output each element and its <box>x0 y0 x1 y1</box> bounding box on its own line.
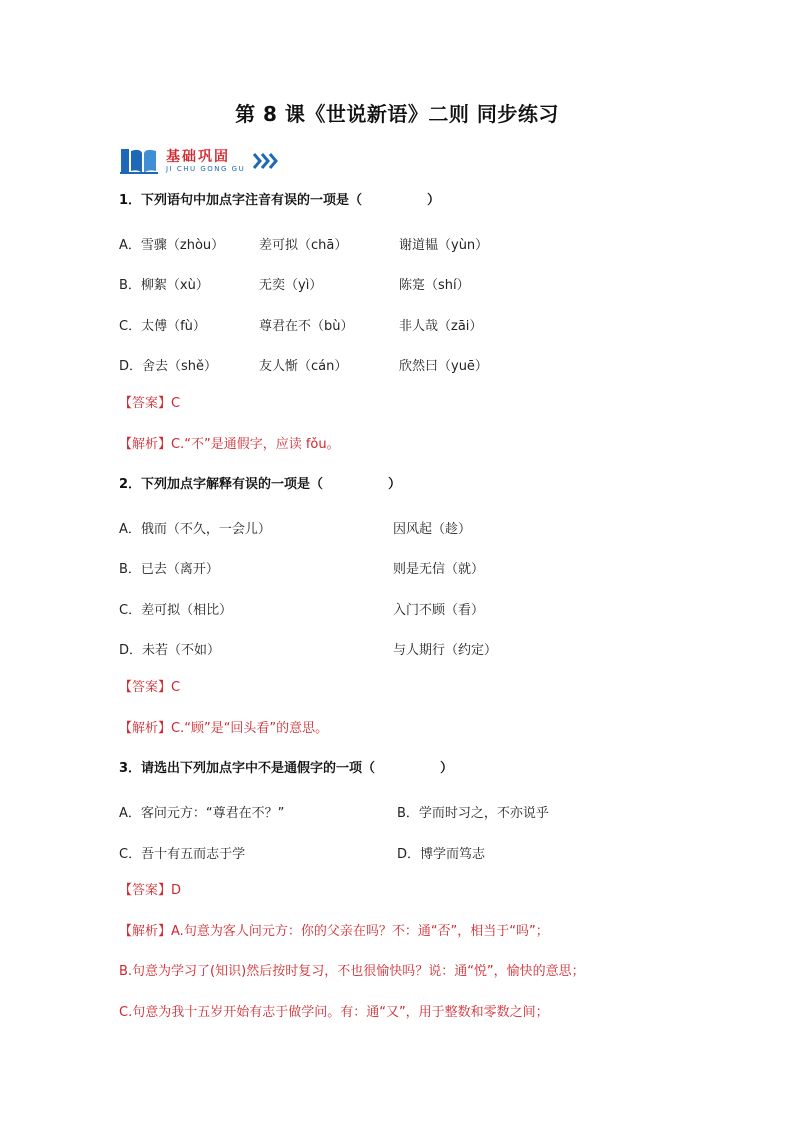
q3-option-b: B．学而时习之，不亦说乎 <box>397 806 549 821</box>
book-icon <box>120 147 160 175</box>
banner-pinyin: JI CHU GONG GU <box>166 164 246 173</box>
q1-option-b-3: 陈寔（shí） <box>399 278 470 293</box>
q2-option-b-2: 则是无信（就） <box>393 562 485 577</box>
analysis-text: C.“顾”是“回头看”的意思。 <box>171 721 329 736</box>
q1-answer <box>119 396 180 412</box>
q3-option-c: C．吾十有五而志于学 <box>119 847 246 862</box>
q2-option-d-2: 与人期行（约定） <box>393 643 498 658</box>
q2-option-d-1: D．未若（不如） <box>119 643 221 658</box>
analysis-text: A.句意为客人问元方：你的父亲在吗？不：通“否”，相当于“吗”； <box>171 924 549 939</box>
answer-label: 【答案】 <box>119 883 172 898</box>
q3-option-a: A．客问元方：“尊君在不？” <box>119 806 285 821</box>
q2-option-b-1: B．已去（离开） <box>119 562 219 577</box>
answer-label: 【答案】 <box>119 396 172 411</box>
q1-analysis <box>119 437 340 453</box>
section-banner <box>120 144 279 178</box>
q2-option-c-2: 入门不顾（看） <box>393 603 485 618</box>
question-1-stem: 1．下列语句中加点字注音有误的一项是（ ） <box>119 193 441 208</box>
q3-analysis-line-3: C.句意为我十五岁开始有志于做学问。有：通“又”，用于整数和零数之间； <box>119 1005 549 1020</box>
q2-analysis <box>119 721 328 737</box>
q2-option-a-2: 因风起（趁） <box>393 522 472 537</box>
analysis-label: 【解析】 <box>119 437 172 452</box>
q2-option-c-1: C．差可拟（相比） <box>119 603 233 618</box>
q1-option-c-2: 尊君在不（bù） <box>259 319 354 334</box>
q1-option-d-3: 欣然曰（yuē） <box>399 359 488 374</box>
q1-option-d-2: 友人惭（cán） <box>259 359 348 374</box>
q1-option-d-1: D．舍去（shě） <box>119 359 218 374</box>
analysis-text: C.“不”是通假字，应读 fǒu。 <box>171 437 340 452</box>
q1-option-b-2: 无奕（yì） <box>259 278 323 293</box>
q2-answer <box>119 680 180 696</box>
q2-option-a-1: A．俄而（不久，一会儿） <box>119 522 271 537</box>
analysis-label: 【解析】 <box>119 924 172 939</box>
banner-title: 基础巩固 <box>166 148 230 165</box>
q1-option-c-3: 非人哉（zāi） <box>399 319 483 334</box>
q1-option-a-3: 谢道韫（yùn） <box>399 238 489 253</box>
q1-option-a-2: 差可拟（chā） <box>259 238 348 253</box>
answer-value: C <box>171 396 181 411</box>
answer-label: 【答案】 <box>119 680 172 695</box>
question-2-stem: 2．下列加点字解释有误的一项是（ ） <box>119 477 402 492</box>
answer-value: D <box>171 883 182 898</box>
q3-analysis-line-1 <box>119 924 549 940</box>
q3-option-d: D．博学而笃志 <box>397 847 486 862</box>
chevrons-right-icon <box>253 152 279 170</box>
q1-option-c-1: C．太傅（fù） <box>119 319 206 334</box>
page-title: 第 8 课《世说新语》二则 同步练习 <box>235 102 559 126</box>
question-3-stem: 3．请选出下列加点字中不是通假字的一项（ ） <box>119 761 454 776</box>
q1-option-a-1: A．雪骤（zhòu） <box>119 238 225 253</box>
q3-answer <box>119 883 181 899</box>
q1-option-b-1: B．柳絮（xù） <box>119 278 209 293</box>
answer-value: C <box>171 680 181 695</box>
analysis-label: 【解析】 <box>119 721 172 736</box>
q3-analysis-line-2: B.句意为学习了(知识)然后按时复习，不也很愉快吗？说：通“悦”，愉快的意思； <box>119 964 585 979</box>
